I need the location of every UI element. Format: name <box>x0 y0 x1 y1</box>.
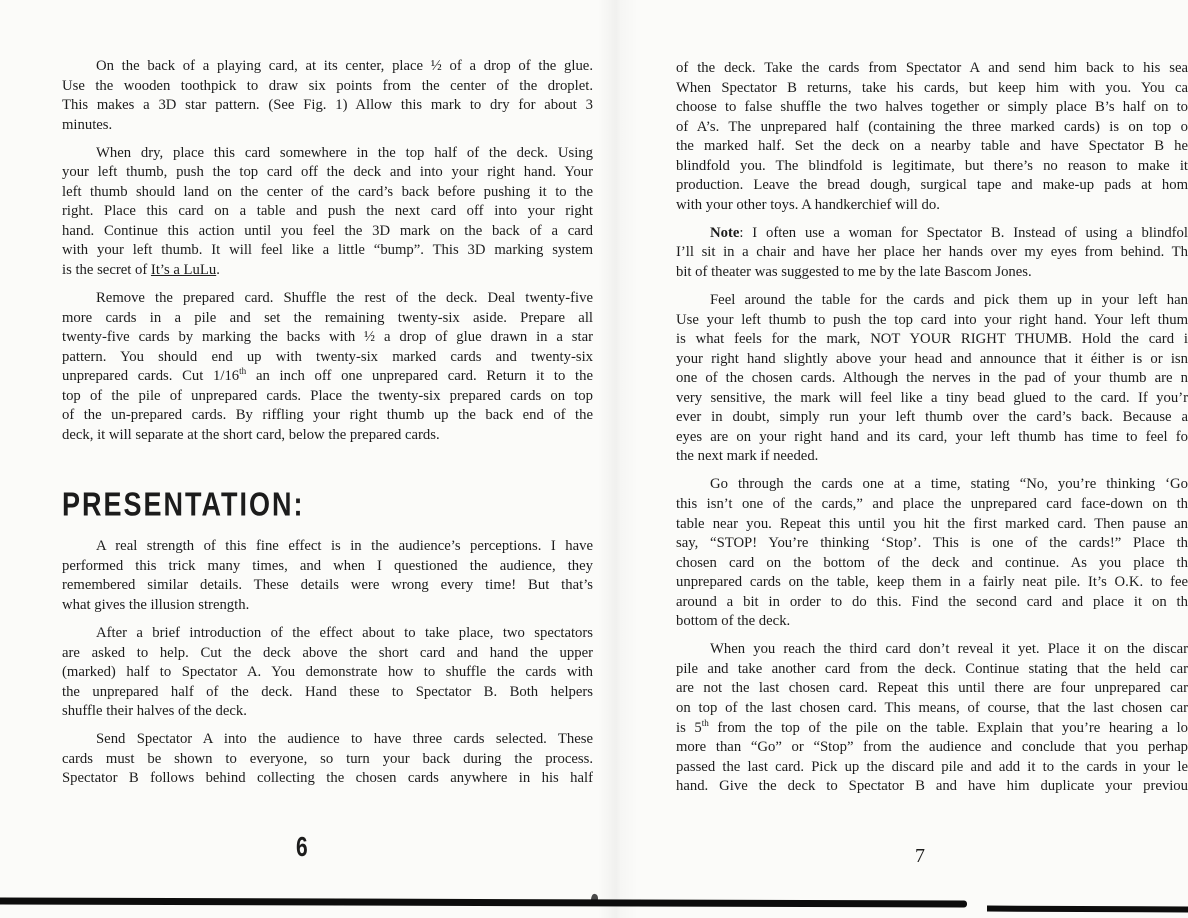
text-line: are asked to help. Cut the deck above the short card and hand the upper <box>62 644 593 661</box>
page-number-right: 7 <box>915 845 925 867</box>
text-line: is 5th from the top of the pile on the table. Explain that you’re hearing a lo <box>676 718 1188 736</box>
paragraph <box>62 289 593 445</box>
text-line: your right hand slightly above your head and announce that it éither is or isn <box>676 350 1188 367</box>
text-line: This makes a 3D star pattern. (See Fig. 1) Allow this mark to dry for about 3 <box>62 97 593 114</box>
text-line: of A’s. The unprepared half (containing the three marked cards) is on top o <box>676 118 1188 135</box>
text-line: choose to false shuffle the two halves together or simply place B’s half on to <box>676 99 1188 116</box>
paragraph <box>676 291 1188 467</box>
text-line: twenty-five cards by marking the backs with ½ a drop of glue drawn in a star <box>62 329 593 346</box>
text-line: are not the last chosen card. Repeat this until there are four unprepared car <box>676 680 1188 697</box>
text-line: left thumb should land on the center of the card’s back before pushing it to the <box>62 183 593 200</box>
text-line: hand. Give the deck to Spectator B and have him duplicate your previou <box>676 778 1188 795</box>
text-line: pile and take another card from the deck. Continue stating that the held car <box>676 660 1188 677</box>
text-line: bit of theater was suggested to me by the late Bascom Jones. <box>676 263 1032 280</box>
paragraph <box>62 537 593 615</box>
text-line: table near you. Repeat this until you hit the first marked card. Then pause an <box>676 515 1188 532</box>
text-line: this isn’t one of the cards,” and place the unprepared card face-down on th <box>676 495 1188 512</box>
text-line: your left thumb, push the top card off the deck and into your right hand. Your <box>62 164 593 181</box>
text-line: Note: I often use a woman for Spectator B. Instead of using a blindfol <box>710 224 1188 241</box>
page-number-left: 6 <box>296 832 308 863</box>
text-line: Send Spectator A into the audience to have three cards selected. These <box>96 731 593 748</box>
text-line: On the back of a playing card, at its center, place ½ of a drop of the glue. <box>96 58 593 74</box>
text-line: the unprepared half of the deck. Hand these to Spectator B. Both helpers <box>62 683 593 700</box>
scan-edge-bar-left <box>0 897 967 907</box>
text-line: top of the pile of unprepared cards. Place the twenty-six prepared cards on top <box>62 387 593 404</box>
text-line: When Spectator B returns, take his cards, but keep him with you. You ca <box>676 79 1188 96</box>
text-line: pattern. You should end up with twenty-six marked cards and twenty-six <box>62 348 593 365</box>
text-line: is what feels for the mark, NOT YOUR RIGHT THUMB. Hold the card i <box>676 331 1188 348</box>
left-page-text-column <box>62 57 593 797</box>
text-line: is the secret of It’s a LuLu. <box>62 261 220 278</box>
text-line: deck, it will separate at the short card, below the prepared cards. <box>62 426 440 443</box>
right-page-text-column <box>676 59 1188 805</box>
text-line: of the deck. Take the cards from Spectator A and send him back to his sea <box>676 60 1188 76</box>
text-line: shuffle their halves of the deck. <box>62 703 247 720</box>
text-line: When dry, place this card somewhere in the top half of the deck. Using <box>96 144 593 161</box>
text-line: unprepared cards. Cut 1/16th an inch off one unprepared card. Return it to the <box>62 367 593 385</box>
text-line: one of the chosen cards. Although the nerves in the pad of your thumb are n <box>676 370 1188 387</box>
text-line: passed the last card. Pick up the discard pile and add it to the cards in your le <box>676 758 1188 775</box>
text-line: around a bit in order to do this. Find the second card and place it on th <box>676 593 1188 610</box>
paragraph <box>676 475 1188 631</box>
text-line: on top of the last chosen card. This means, of course, that the last chosen car <box>676 699 1188 716</box>
text-line: say, “STOP! You’re thinking ‘Stop’. This is one of the cards!” Place th <box>676 535 1188 552</box>
text-line: blindfold you. The blindfold is legitimate, but there’s no reason to make it <box>676 157 1188 174</box>
text-line: Use the wooden toothpick to draw six points from the center of the droplet. <box>62 77 593 94</box>
section-heading: PRESENTATION: <box>62 485 305 524</box>
text-line: hand. Continue this action until you feel the 3D mark on the back of a card <box>62 222 593 239</box>
text-line: with your other toys. A handkerchief will do. <box>676 196 940 213</box>
text-line: Spectator B follows behind collecting the chosen cards anywhere in his half <box>62 770 593 787</box>
text-line: Use your left thumb to push the top card into your right hand. Your left thum <box>676 311 1188 328</box>
paragraph <box>676 640 1188 796</box>
text-line: right. Place this card on a table and push the next card off into your right <box>62 203 593 220</box>
text-line: more than “Go” or “Stop” from the audience and conclude that you perhap <box>676 739 1188 756</box>
paragraph <box>62 624 593 722</box>
scan-edge-bar-right <box>987 906 1188 913</box>
text-line: production. Leave the bread dough, surgical tape and make-up pads at hom <box>676 177 1188 194</box>
paragraph <box>676 224 1188 283</box>
text-line: eyes are on your right hand and its card, your left thumb has time to feel fo <box>676 428 1188 445</box>
paragraph <box>62 144 593 281</box>
text-line: minutes. <box>62 116 113 133</box>
paragraph <box>62 57 593 135</box>
text-line: After a brief introduction of the effect about to take place, two spectators <box>96 625 593 642</box>
text-line: ever in doubt, simply run your left thumb over the card’s back. Because a <box>676 409 1188 426</box>
text-line: the next mark if needed. <box>676 448 819 465</box>
text-line: the marked half. Set the deck on a nearby table and have Spectator B he <box>676 138 1188 155</box>
text-line: I’ll sit in a chair and have her place her hands over my eyes from behind. Th <box>676 244 1188 261</box>
text-line: When you reach the third card don’t reveal it yet. Place it on the discar <box>710 641 1188 658</box>
text-line: of the un-prepared cards. By riffling your right thumb up the back end of the <box>62 407 593 424</box>
text-line: A real strength of this fine effect is in the audience’s perceptions. I have <box>96 538 593 555</box>
text-line: (marked) half to Spectator A. You demonstrate how to shuffle the cards with <box>62 664 593 681</box>
text-line: what gives the illusion strength. <box>62 597 250 614</box>
text-line: more cards in a pile and set the remaining twenty-six aside. Prepare all <box>62 309 593 326</box>
text-line: Remove the prepared card. Shuffle the rest of the deck. Deal twenty-five <box>96 290 593 307</box>
text-line: remembered similar details. These details were wrong every time! But that’s <box>62 577 593 594</box>
text-line: unprepared cards on the table, keep them in a fairly neat pile. It’s O.K. to fee <box>676 574 1188 591</box>
text-line: very sensitive, the mark will feel like a tiny bead glued to the card. If you’r <box>676 389 1188 406</box>
text-line: chosen card on the bottom of the deck and continue. As you place th <box>676 554 1188 571</box>
paragraph <box>676 59 1188 215</box>
text-line: Feel around the table for the cards and pick them up in your left han <box>710 292 1188 309</box>
text-line: cards must be shown to everyone, so turn your back during the process. <box>62 750 593 767</box>
text-line: with your left thumb. It will feel like a little “bump”. This 3D marking system <box>62 242 593 259</box>
text-line: performed this trick many times, and when I questioned the audience, they <box>62 557 593 574</box>
text-line: Go through the cards one at a time, stating “No, you’re thinking ‘Go <box>710 476 1188 493</box>
page-gutter-shadow <box>598 0 638 918</box>
paragraph <box>62 730 593 789</box>
text-line: bottom of the deck. <box>676 613 791 630</box>
